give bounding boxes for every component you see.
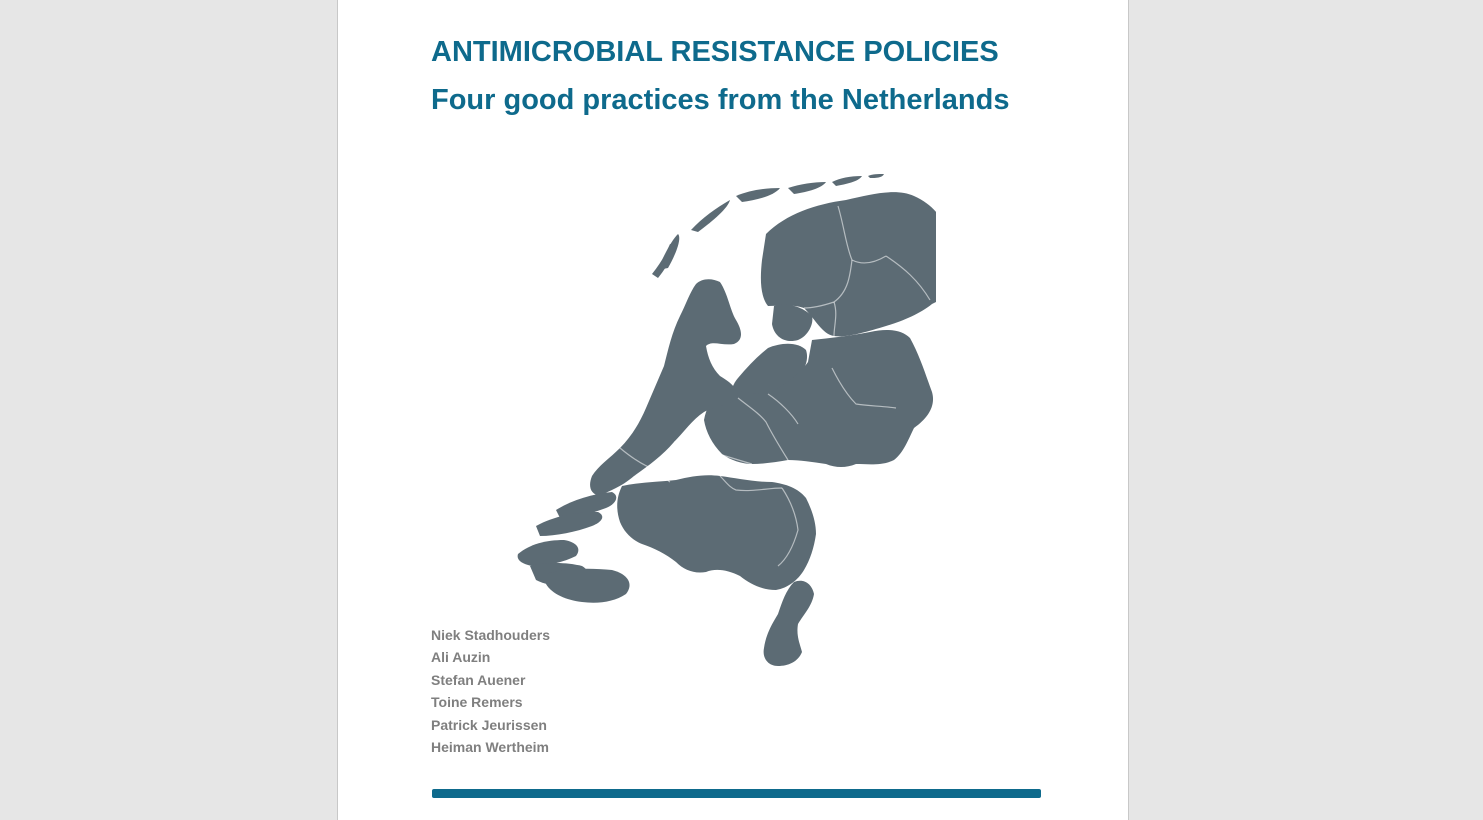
document-subtitle: Four good practices from the Netherlands <box>431 84 1010 116</box>
netherlands-map-icon <box>516 170 936 670</box>
document-page <box>337 0 1129 820</box>
author-name: Stefan Auener <box>431 671 526 688</box>
author-name: Heiman Wertheim <box>431 739 549 756</box>
author-list <box>431 624 550 758</box>
author-name: Patrick Jeurissen <box>431 716 547 733</box>
footer-accent-bar <box>432 789 1041 798</box>
author-name: Niek Stadhouders <box>431 627 551 643</box>
document-title: ANTIMICROBIAL RESISTANCE POLICIES <box>431 36 999 68</box>
author-name: Toine Remers <box>431 694 523 711</box>
author-name: Ali Auzin <box>431 649 491 666</box>
